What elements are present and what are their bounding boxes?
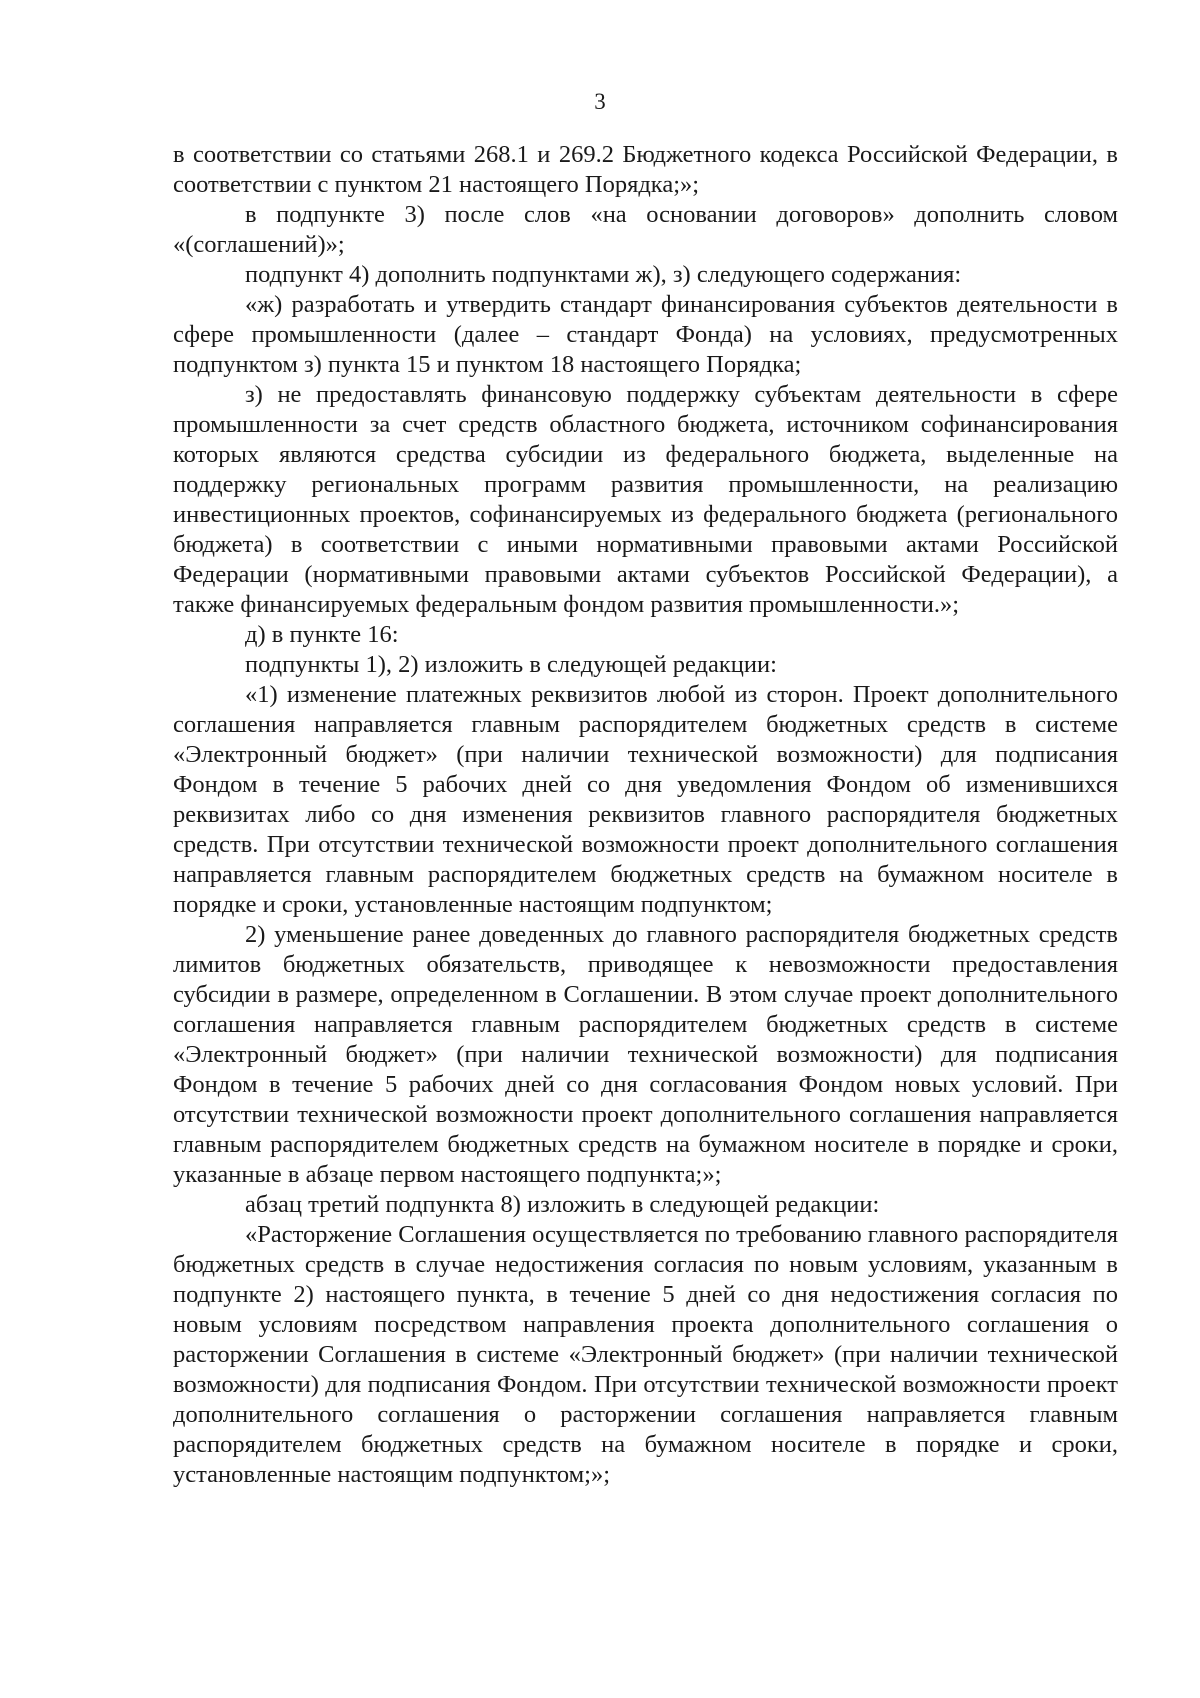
paragraph-1: в соответствии со статьями 268.1 и 269.2 Бюджетного кодекса Российской Федерации, в соответствии с пунктом 21 настоящего Порядка;»; bbox=[173, 141, 1118, 198]
paragraph-7: подпункты 1), 2) изложить в следующей редакции: bbox=[245, 651, 777, 678]
page-number: 3 bbox=[594, 89, 606, 114]
paragraph-4: «ж) разработать и утвердить стандарт финансирования субъектов деятельности в сфере промышленности (далее – стандарт Фонда) на условиях, предусмотренных подпунктом з) пункта 15 и пунктом 18 настоящего Порядка; bbox=[173, 291, 1118, 378]
paragraph-3: подпункт 4) дополнить подпунктами ж), з) следующего содержания: bbox=[245, 261, 962, 288]
paragraph-2: в подпункте 3) после слов «на основании договоров» дополнить словом «(соглашений)»; bbox=[173, 201, 1118, 258]
paragraph-11: «Расторжение Соглашения осуществляется по требованию главного распорядителя бюджетных средств в случае недостижения согласия по новым условиям, указанным в подпункте 2) настоящего пункта, в течение 5 дней со дня недостижения согласия по новым условиям посредством направления проекта дополнительного соглашения о расторжении Соглашения в системе «Электронный бюджет» (при наличии технической возможности) для подписания Фондом. При отсутствии технической возможности проект дополнительного соглашения о расторжении соглашения направляется главным распорядителем бюджетных средств на бумажном носителе в порядке и сроки, установленные настоящим подпунктом;»; bbox=[173, 1221, 1118, 1488]
paragraph-6: д) в пункте 16: bbox=[245, 621, 399, 648]
document-body bbox=[173, 140, 1118, 1490]
paragraph-10: абзац третий подпункта 8) изложить в следующей редакции: bbox=[245, 1191, 880, 1218]
paragraph-8: «1) изменение платежных реквизитов любой из сторон. Проект дополнительного соглашения направляется главным распорядителем бюджетных средств в системе «Электронный бюджет» (при наличии технической возможности) для подписания Фондом в течение 5 рабочих дней со дня уведомления Фондом об изменившихся реквизитах либо со дня изменения реквизитов главного распорядителя бюджетных средств. При отсутствии технической возможности проект дополнительного соглашения направляется главным распорядителем бюджетных средств на бумажном носителе в порядке и сроки, установленные настоящим подпунктом; bbox=[173, 681, 1118, 918]
paragraph-9: 2) уменьшение ранее доведенных до главного распорядителя бюджетных средств лимитов бюджетных обязательств, приводящее к невозможности предоставления субсидии в размере, определенном в Соглашении. В этом случае проект дополнительного соглашения направляется главным распорядителем бюджетных средств в системе «Электронный бюджет» (при наличии технической возможности) для подписания Фондом в течение 5 рабочих дней со дня согласования Фондом новых условий. При отсутствии технической возможности проект дополнительного соглашения направляется главным распорядителем бюджетных средств на бумажном носителе в порядке и сроки, указанные в абзаце первом настоящего подпункта;»; bbox=[173, 921, 1118, 1188]
paragraph-5: з) не предоставлять финансовую поддержку субъектам деятельности в сфере промышленности за счет средств областного бюджета, источником софинансирования которых являются средства субсидии из федерального бюджета, выделенные на поддержку региональных программ развития промышленности, на реализацию инвестиционных проектов, софинансируемых из федерального бюджета (регионального бюджета) в соответствии с иными нормативными правовыми актами Российской Федерации (нормативными правовыми актами субъектов Российской Федерации), а также финансируемых федеральным фондом развития промышленности.»; bbox=[173, 381, 1118, 618]
